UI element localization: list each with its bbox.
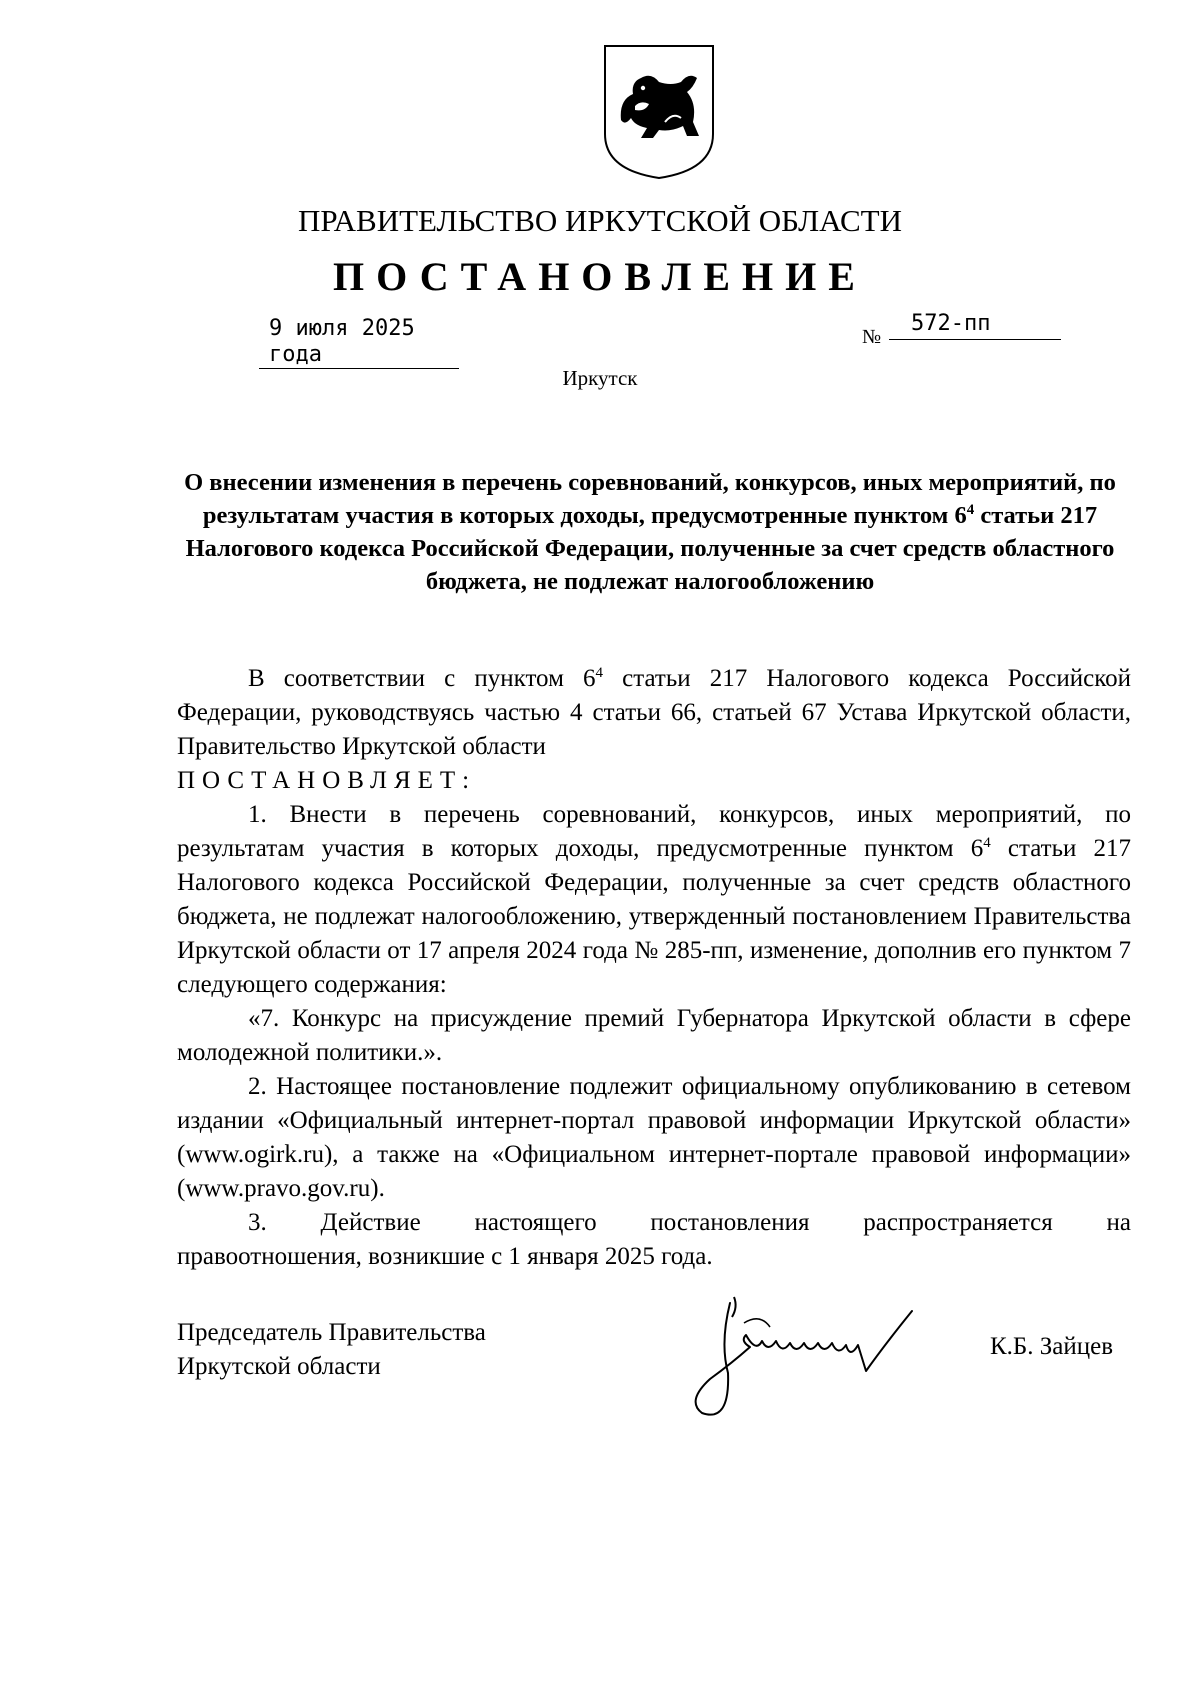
number-sign: №: [862, 326, 882, 348]
signatory-name: К.Б. Зайцев: [990, 1333, 1114, 1360]
decree-word: ПОСТАНОВЛЯЕТ:: [177, 767, 477, 794]
document-number: 572-пп: [911, 311, 991, 336]
city: Иркутск: [562, 366, 638, 390]
government-name: ПРАВИТЕЛЬСТВО ИРКУТСКОЙ ОБЛАСТИ: [297, 203, 902, 238]
title-superscript: 4: [966, 502, 975, 518]
item-1-text-b: статьи 217 Налогового кодекса Российской Федерации, полученные за счет средств областного бюджета, не подлежат налогообложению, утвержденный постановлением Правительства Иркутской области от 17 апреля 2024 года № 285-пп, изменение, дополнив его пунктом 7 следующего содержания:: [177, 835, 1132, 998]
item-1-superscript: 4: [983, 835, 991, 851]
handwritten-signature: [690, 1283, 940, 1433]
document-number-field: [889, 311, 1061, 340]
number-underline: [889, 339, 1061, 340]
document-body: [177, 662, 1131, 1274]
item-3-line-2: правоотношения, возникшие с 1 января 2025 года.: [177, 1243, 713, 1270]
preamble-paragraph: [177, 662, 1131, 764]
document-type: ПОСТАНОВЛЕНИЕ: [333, 254, 867, 299]
item-1-text-a: 1. Внести в перечень соревнований, конкурсов, иных мероприятий, по результатам участия в которых доходы, предусмотренные пунктом 6: [177, 801, 1131, 862]
item-2-paragraph: 2. Настоящее постановление подлежит официальному опубликованию в сетевом издании «Официальный интернет-портал правовой информации Иркутской области» (www.ogirk.ru), а также на «Официальном интернет-портале правовой информации» (www.pravo.gov.ru).: [177, 1073, 1131, 1202]
preamble-text-b: статьи 217 Налогового кодекса Российской Федерации, руководствуясь частью 4 статьи 66, статьей 67 Устава Иркутской области, Правительство Иркутской области: [177, 665, 1132, 760]
document-date-field: [259, 316, 464, 369]
position-line-1: Председатель Правительства: [177, 1319, 486, 1346]
signatory-position: [177, 1316, 486, 1384]
item-1-quote: «7. Конкурс на присуждение премий Губернатора Иркутской области в сфере молодежной политики.».: [177, 1005, 1131, 1066]
preamble-text-a: В соответствии с пунктом 6: [248, 665, 596, 692]
title-part-1: О внесении изменения в перечень соревнований, конкурсов, иных мероприятий, по результатам участия в которых доходы, предусмотренные пунктом 6: [184, 469, 1116, 529]
item-3-line-1: 3. Действие настоящего постановления распространяется на: [248, 1209, 1131, 1236]
document-date: 9 июля 2025 года: [269, 316, 415, 367]
irkutsk-coat-of-arms-icon: [601, 42, 717, 182]
position-line-2: Иркутской области: [177, 1353, 381, 1380]
document-title: [165, 466, 1135, 598]
item-1-paragraph: [177, 798, 1131, 1002]
title-part-2: статьи 217 Налогового кодекса Российской Федерации, полученные за счет средств областного бюджета, не подлежат налогообложению: [185, 502, 1115, 595]
preamble-superscript: 4: [595, 665, 604, 681]
